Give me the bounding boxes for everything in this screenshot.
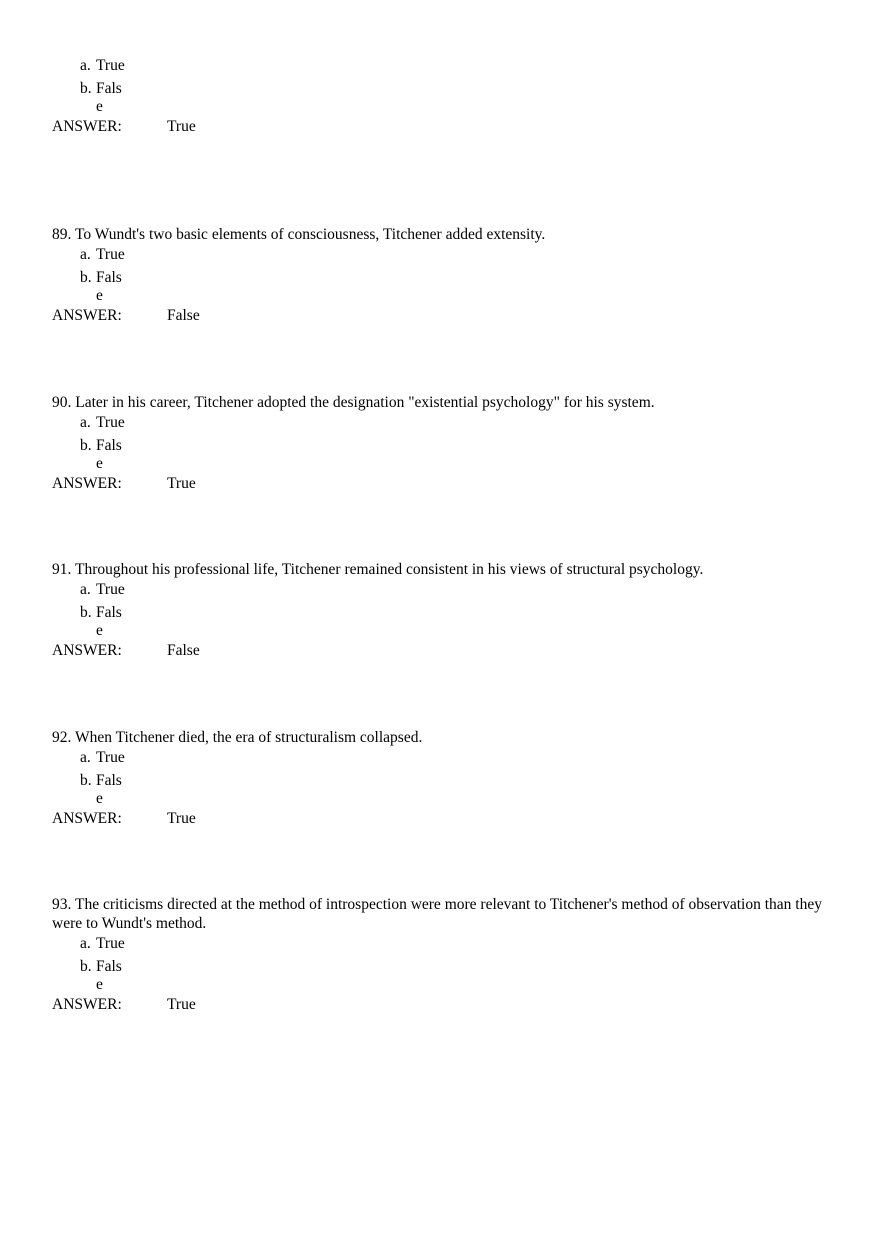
option-text: False: [96, 269, 122, 304]
option-letter: a.: [80, 57, 91, 74]
option-a: [80, 246, 822, 263]
answer-value: True: [167, 810, 196, 827]
question-stem: 89. To Wundt's two basic elements of consciousness, Titchener added extensity.: [52, 226, 546, 243]
answer-value: True: [167, 475, 196, 492]
option-b: [80, 604, 822, 640]
question-stem: 93. The criticisms directed at the method of introspection were more relevant to Titchener's method of observation than they were to Wundt's method.: [52, 896, 822, 932]
question-93: [52, 895, 822, 1015]
option-text: True: [96, 935, 125, 952]
option-text: False: [96, 772, 122, 807]
answer-label: ANSWER:: [52, 118, 122, 135]
option-b: [80, 958, 822, 994]
question-92: [52, 728, 822, 829]
answer-label: ANSWER:: [52, 307, 122, 324]
answer-line: [52, 117, 822, 137]
answer-value: True: [167, 996, 196, 1013]
option-b: [80, 437, 822, 473]
answer-label: ANSWER:: [52, 996, 122, 1013]
question-90: [52, 393, 822, 494]
answer-label: ANSWER:: [52, 475, 122, 492]
option-letter: b.: [80, 958, 92, 975]
option-a: [80, 935, 822, 952]
option-letter: a.: [80, 414, 91, 431]
option-b: [80, 269, 822, 305]
option-b: [80, 80, 822, 116]
question-91: [52, 560, 822, 661]
question-stem: 92. When Titchener died, the era of structuralism collapsed.: [52, 729, 423, 746]
answer-line: [52, 474, 822, 494]
answer-line: [52, 809, 822, 829]
option-text: True: [96, 581, 125, 598]
answer-line: [52, 641, 822, 661]
answer-line: [52, 306, 822, 326]
answer-label: ANSWER:: [52, 810, 122, 827]
option-a: [80, 749, 822, 766]
answer-label: ANSWER:: [52, 642, 122, 659]
answer-value: False: [167, 642, 200, 659]
answer-line: [52, 995, 822, 1015]
option-text: True: [96, 414, 125, 431]
option-letter: a.: [80, 749, 91, 766]
option-b: [80, 772, 822, 808]
option-letter: b.: [80, 80, 92, 97]
option-letter: b.: [80, 437, 92, 454]
answer-value: True: [167, 118, 196, 135]
option-text: True: [96, 749, 125, 766]
option-text: False: [96, 958, 122, 993]
option-text: True: [96, 57, 125, 74]
option-letter: a.: [80, 581, 91, 598]
option-a: [80, 581, 822, 598]
option-text: False: [96, 437, 122, 472]
option-text: False: [96, 604, 122, 639]
question-89: [52, 225, 822, 326]
answer-value: False: [167, 307, 200, 324]
option-letter: b.: [80, 604, 92, 621]
question-88-tail: [52, 55, 822, 137]
option-text: False: [96, 80, 122, 115]
option-letter: a.: [80, 935, 91, 952]
question-stem: 91. Throughout his professional life, Titchener remained consistent in his views of structural psychology.: [52, 561, 704, 578]
option-letter: b.: [80, 772, 92, 789]
question-stem: 90. Later in his career, Titchener adopted the designation "existential psychology" for his system.: [52, 394, 655, 411]
option-letter: a.: [80, 246, 91, 263]
option-a: [80, 57, 822, 74]
option-a: [80, 414, 822, 431]
option-letter: b.: [80, 269, 92, 286]
option-text: True: [96, 246, 125, 263]
